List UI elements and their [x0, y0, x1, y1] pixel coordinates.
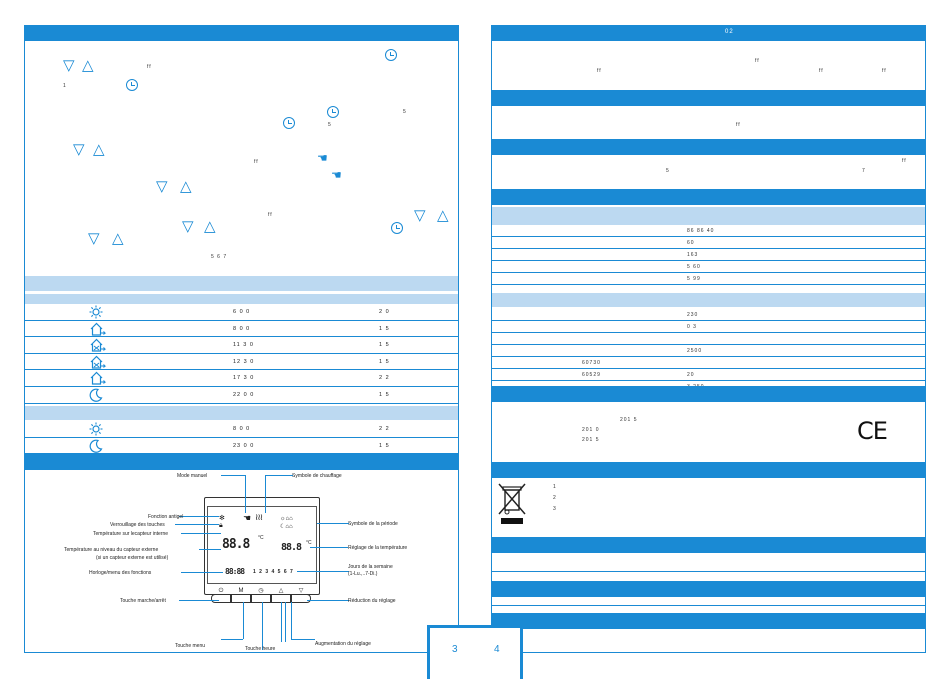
- down-arrow-icon: ▽: [63, 57, 75, 74]
- label-fonction-antigel: Fonction antigel: [148, 514, 184, 520]
- label-mode-manuel: Mode manuel: [177, 473, 208, 479]
- text-fragment: ff: [268, 212, 273, 218]
- period-moon-icon: ☾⌂⌂: [280, 524, 293, 530]
- spec-value: 86 86 40: [687, 228, 715, 234]
- header-code: 02: [725, 29, 734, 35]
- text-fragment: ff: [902, 158, 907, 164]
- celsius-unit: °C: [258, 535, 264, 541]
- clock-icon: [327, 106, 339, 118]
- text-fragment: 5: [328, 122, 332, 128]
- clock-icon: [391, 222, 403, 234]
- schedule-time: 12 3 0: [233, 358, 255, 365]
- section-header-bar: [492, 386, 925, 402]
- label-symbole-periode: Symbole de la période: [348, 521, 398, 527]
- lcd-button-label: ⏻: [218, 588, 224, 594]
- schedule-temperature: 1 5: [379, 358, 390, 365]
- label-reduction: Réduction du réglage: [348, 598, 396, 604]
- down-arrow-icon: ▽: [156, 178, 168, 195]
- label-jours-semaine: Jours de la semaine: [348, 564, 393, 570]
- page-number-right: 4: [494, 644, 500, 655]
- lcd-button-label: ◷: [258, 588, 264, 594]
- spec-value: 5 99: [687, 276, 701, 282]
- section-header-bar: [492, 189, 925, 205]
- schedule-time: 8 0 0: [233, 325, 251, 332]
- spec-header-band: [492, 293, 925, 307]
- section-header-bar: [25, 26, 458, 41]
- text-fragment: ff: [597, 68, 602, 74]
- spec-value: 230: [687, 312, 699, 318]
- spec-value: 2500: [687, 348, 703, 354]
- down-arrow-icon: ▽: [73, 141, 85, 158]
- schedule-temperature: 2 2: [379, 426, 390, 432]
- up-arrow-icon: △: [93, 141, 105, 158]
- lcd-button-2[interactable]: [251, 588, 271, 603]
- schedule-time: 22 0 0: [233, 392, 255, 398]
- weekend-header-band: [25, 406, 458, 420]
- page-number-tab: [427, 625, 523, 679]
- table-subheader-band: [25, 294, 458, 304]
- celsius-unit: °C: [306, 540, 312, 546]
- schedule-temperature: 1 5: [379, 392, 390, 398]
- lcd-button-label: △: [278, 588, 284, 594]
- up-arrow-icon: △: [82, 57, 94, 74]
- label-augmentation: Augmentation du réglage: [315, 641, 371, 647]
- section-header-bar: [492, 581, 925, 597]
- text-fragment: ff: [819, 68, 824, 74]
- spec-code: 60529: [582, 372, 601, 378]
- schedule-temperature: 1 5: [379, 442, 390, 449]
- label-temp-capteur: Température sur lecapteur interne: [93, 531, 169, 537]
- spec-value: 60: [687, 240, 695, 246]
- schedule-time: 11 3 0: [233, 342, 254, 349]
- spec-value: 0 3: [687, 324, 697, 330]
- down-arrow-icon: ▽: [414, 207, 426, 224]
- up-arrow-icon: △: [437, 207, 449, 224]
- clock-icon: [283, 117, 295, 129]
- spec-value: 163: [687, 252, 699, 258]
- up-arrow-icon: △: [112, 230, 124, 247]
- down-arrow-icon: ▽: [182, 218, 194, 235]
- text-fragment: 1: [63, 83, 67, 89]
- ce-mark: CE: [857, 417, 887, 445]
- schedule-time: 23 0 0: [233, 442, 255, 449]
- weekday-display: 1 2 3 4 5 6 7: [253, 569, 294, 575]
- text-fragment: ff: [254, 159, 259, 165]
- set-temperature-display: 88.8: [281, 542, 302, 553]
- schedule-temperature: 1 5: [379, 325, 390, 332]
- up-arrow-icon: △: [180, 178, 192, 195]
- ce-text-line: 201 5: [582, 437, 600, 443]
- manual-mode-hand-icon: ☚: [243, 513, 252, 523]
- section-header-bar: [492, 462, 925, 478]
- ce-text-line: 201 0: [582, 427, 600, 433]
- weee-text-line: 1: [553, 484, 557, 490]
- spec-header-band: [492, 207, 925, 225]
- lcd-button-label: ▽: [298, 588, 304, 594]
- label-temp-externe-note: (si un capteur externe est utilisé): [96, 555, 169, 561]
- weee-bin-icon: [497, 480, 527, 526]
- section-header-bar: [492, 90, 925, 106]
- lcd-button-label: M: [238, 588, 244, 594]
- clock-icon: [126, 79, 138, 91]
- label-touche-heure: Touche heure: [245, 646, 276, 652]
- weee-text-line: 2: [553, 495, 557, 501]
- schedule-time: 17 3 0: [233, 375, 255, 382]
- label-touche-menu: Touche menu: [175, 643, 206, 649]
- lcd-section-header-bar: [25, 454, 458, 470]
- ce-text-line: 201 5: [620, 417, 638, 423]
- text-fragment: ff: [882, 68, 887, 74]
- left-page-panel: [24, 25, 459, 653]
- lock-icon: 🔒︎: [219, 522, 223, 529]
- clock-icon: [385, 49, 397, 61]
- main-temperature-display: 88.8: [222, 537, 250, 552]
- schedule-temperature: 1 5: [379, 342, 390, 349]
- text-fragment: 5: [403, 109, 407, 115]
- page-number-left: 3: [452, 644, 458, 655]
- schedule-time: 8 0 0: [233, 426, 251, 432]
- down-arrow-icon: ▽: [88, 230, 100, 247]
- text-fragment: ff: [755, 58, 760, 64]
- label-temp-externe: Température au niveau du capteur externe: [64, 547, 159, 553]
- label-jours-semaine-note: (1-Lu.,..7-Di.): [348, 571, 378, 577]
- label-verrouillage: Verrouillage des touches: [110, 522, 165, 528]
- schedule-time: 6 0 0: [233, 309, 251, 315]
- up-arrow-icon: △: [204, 218, 216, 235]
- schedule-temperature: 2 2: [379, 375, 390, 382]
- lcd-button-4[interactable]: [291, 588, 311, 603]
- text-fragment: ff: [147, 64, 152, 70]
- label-reglage-temperature: Réglage de la température: [348, 545, 408, 551]
- clock-display: 88:88: [225, 567, 245, 576]
- text-fragment: ff: [736, 122, 741, 128]
- weee-text-line: 3: [553, 506, 557, 512]
- lcd-button-0[interactable]: [211, 588, 231, 603]
- section-header-bar: [492, 26, 925, 41]
- label-marche-arret: Touche marche/arrêt: [120, 598, 166, 604]
- lcd-button-1[interactable]: [231, 588, 251, 603]
- manual-mode-hand-icon: ☚: [317, 151, 328, 165]
- right-page-panel: [491, 25, 926, 653]
- spec-code: 60730: [582, 360, 601, 366]
- text-fragment: 7: [862, 168, 866, 174]
- schedule-temperature: 2 0: [379, 309, 390, 315]
- spec-value: 20: [687, 372, 695, 378]
- heating-symbol-icon: ≀≀≀: [255, 512, 263, 522]
- moon-icon: [89, 388, 103, 407]
- section-header-bar: [492, 139, 925, 155]
- label-horloge: Horloge/menu des fonctions: [89, 570, 152, 576]
- label-symbole-chauffage: Symbole de chauffage: [292, 473, 342, 479]
- manual-mode-hand-icon: ☚: [331, 168, 342, 182]
- section-header-bar: [492, 613, 925, 629]
- period-sun-icon: ☼⌂⌂: [280, 516, 293, 522]
- text-fragment: 5: [666, 168, 670, 174]
- spec-value: 5 60: [687, 264, 701, 270]
- section-header-bar: [492, 537, 925, 553]
- table-header-band: [25, 276, 458, 291]
- frost-icon: ✻: [219, 515, 225, 522]
- text-fragment: 5 6 7: [211, 254, 228, 260]
